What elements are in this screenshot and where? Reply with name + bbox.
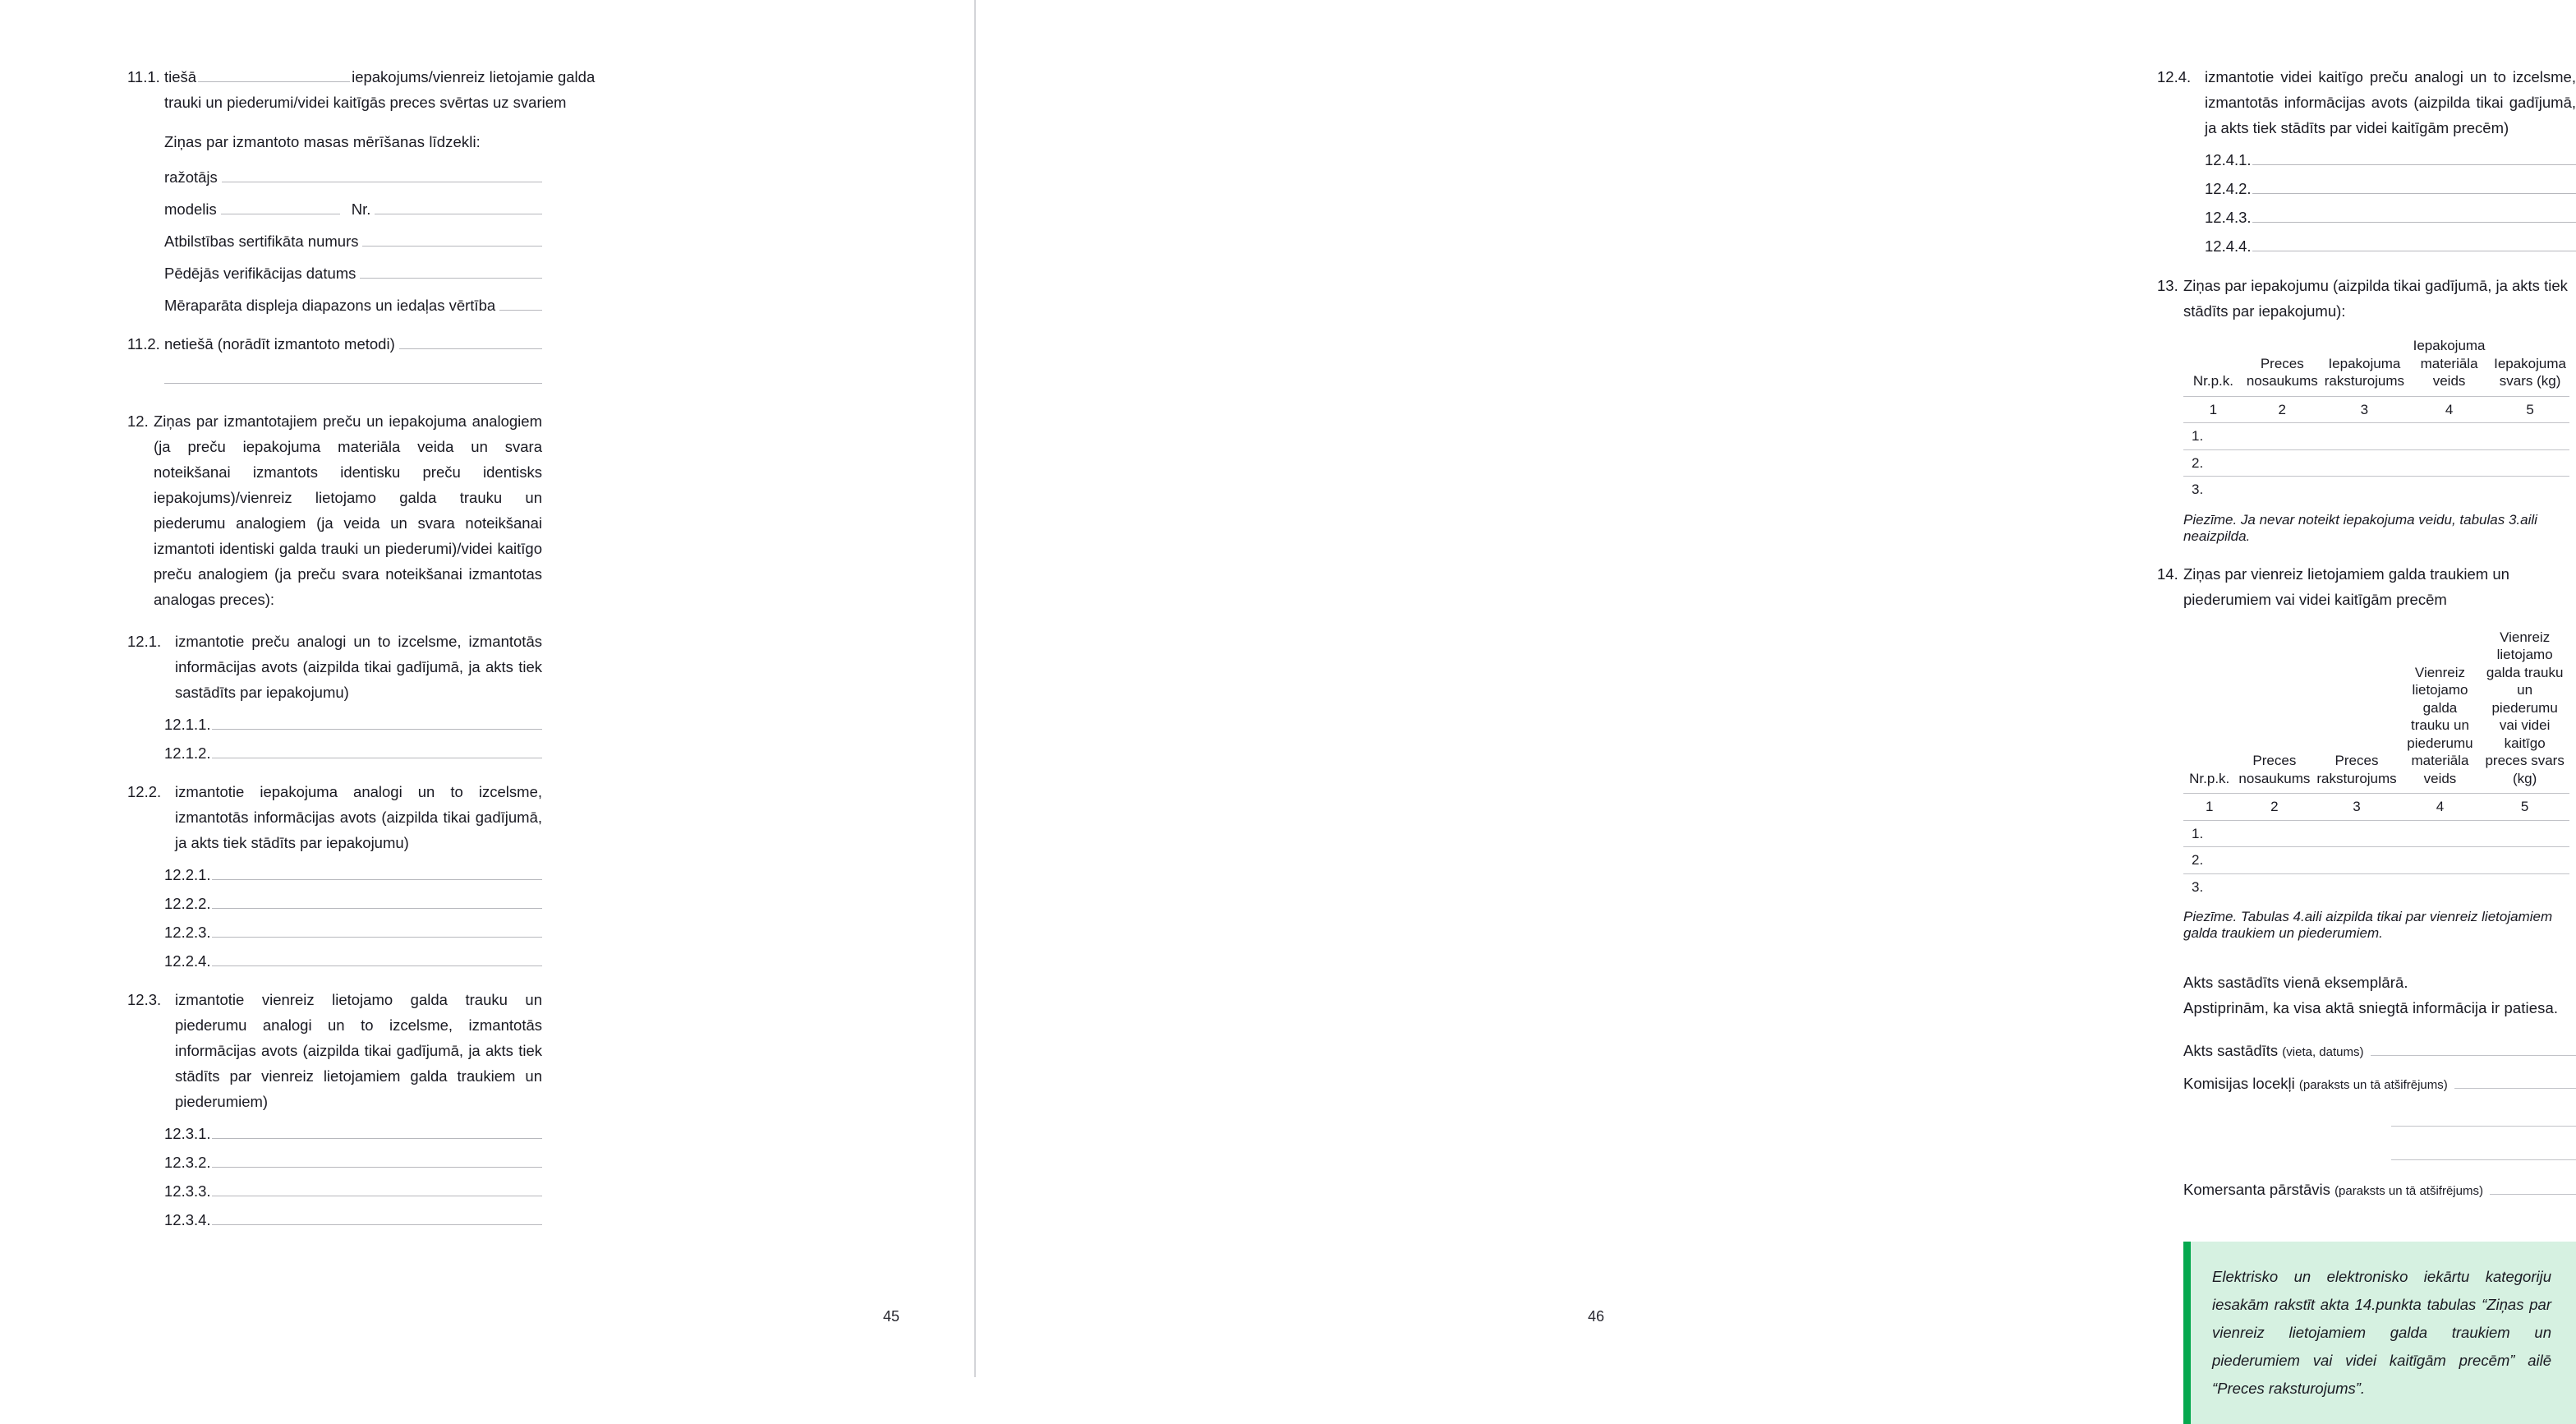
item-12-3 <box>127 987 542 1114</box>
item-12-4-text: izmantotie videi kaitīgo preču analogi un to izcelsme, izmantotās informācijas avots (aizpilda tikai gadījumā, ja akts tiek stādīts par videi kaitīgām precēm) <box>2205 64 2576 141</box>
blank-12-2-2 <box>164 895 542 913</box>
field-sertifikata-numurs-input[interactable] <box>362 235 542 247</box>
table-14-cell[interactable] <box>2313 820 2399 847</box>
table-13-cell[interactable] <box>2321 449 2408 477</box>
blank-12-2-3-number: 12.2.3. <box>164 924 212 942</box>
table-13-colnum: 5 <box>2491 396 2569 423</box>
blank-12-2-2-input[interactable] <box>212 896 542 909</box>
blank-12-2-4-input[interactable] <box>212 954 542 966</box>
item-11-2-extra-line[interactable] <box>164 383 542 384</box>
table-row[interactable] <box>2183 449 2569 477</box>
blank-12-3-2-input[interactable] <box>212 1155 542 1168</box>
table-14-cell[interactable] <box>2400 820 2481 847</box>
item-13-number: 13. <box>2157 273 2183 324</box>
blank-12-4-3-number: 12.4.3. <box>2205 209 2252 227</box>
field-displeja-diapazons-label: Mēraparāta displeja diapazons un iedaļas vērtība <box>164 297 495 315</box>
item-11-1-blank-rule[interactable] <box>198 71 350 82</box>
blank-12-1-2-input[interactable] <box>212 746 542 758</box>
table-13 <box>2183 337 2569 503</box>
table-13-cell[interactable] <box>2408 449 2491 477</box>
blank-12-3-1-input[interactable] <box>212 1127 542 1139</box>
item-12-3-text: izmantotie vienreiz lietojamo galda trauku un piederumu analogi un to izcelsme, izmantotās informācijas avots (aizpilda tikai gadījumā, ja akts tiek stādīts par vienreiz lietojamiem galda traukiem un piederumiem) <box>175 987 542 1114</box>
table-14-colnum: 3 <box>2313 794 2399 821</box>
statements-block <box>2183 970 2576 1021</box>
signature-akts-sastadits <box>2183 1042 2576 1060</box>
item-12-3-blanks <box>164 1125 542 1229</box>
statement-copies: Akts sastādīts vienā eksemplārā. <box>2183 970 2576 995</box>
signature-block <box>2183 1042 2576 1199</box>
blank-12-3-1 <box>164 1125 542 1143</box>
signature-komersanta-parstavis-label: Komersanta pārstāvis (paraksts un tā atšifrējums) <box>2183 1181 2483 1199</box>
table-14-colnum: 1 <box>2183 794 2235 821</box>
table-14-header-cell: Preces nosaukums <box>2235 629 2313 794</box>
left-page-number: 45 <box>883 1308 899 1325</box>
item-12-2-text: izmantotie iepakojuma analogi un to izcelsme, izmantotās informācijas avots (aizpilda tikai gadījumā, ja akts tiek stādīts par iepakojumu) <box>175 779 542 855</box>
table-13-header-cell: Preces nosaukums <box>2243 337 2321 396</box>
blank-12-1-1-input[interactable] <box>212 717 542 730</box>
table-13-wrapper <box>2183 337 2569 545</box>
blank-12-1-2 <box>164 744 542 763</box>
table-13-colnum: 2 <box>2243 396 2321 423</box>
table-row[interactable] <box>2183 847 2569 874</box>
table-13-header-cell: Iepakojuma svars (kg) <box>2491 337 2569 396</box>
table-14-row-index: 3. <box>2183 873 2235 900</box>
field-nr-input[interactable] <box>375 203 542 214</box>
blank-12-1-1 <box>164 716 542 734</box>
field-modelis-label: modelis <box>164 200 217 219</box>
blank-12-4-3 <box>2205 209 2576 227</box>
right-page-number: 46 <box>1588 1308 1604 1325</box>
table-row[interactable] <box>2183 477 2569 503</box>
table-14-wrapper <box>2183 629 2569 942</box>
table-13-row-index: 3. <box>2183 477 2243 503</box>
table-13-cell[interactable] <box>2491 423 2569 450</box>
blank-12-2-1-number: 12.2.1. <box>164 866 212 884</box>
blank-12-4-1-input[interactable] <box>2252 153 2576 165</box>
signature-komisijas-locekli-input-2[interactable] <box>2391 1126 2576 1127</box>
item-12-4-number: 12.4. <box>2157 64 2205 141</box>
item-12-1-text: izmantotie preču analogi un to izcelsme, izmantotās informācijas avots (aizpilda tikai gadījumā, ja akts tiek sastādīts par iepakojumu) <box>175 629 542 705</box>
signature-akts-sastadits-label: Akts sastādīts (vieta, datums) <box>2183 1042 2364 1060</box>
table-13-colnum: 3 <box>2321 396 2408 423</box>
left-page <box>0 0 972 1377</box>
table-14-colnum: 2 <box>2235 794 2313 821</box>
field-modelis <box>164 200 542 219</box>
table-14-column-number-row <box>2183 794 2569 821</box>
table-13-cell[interactable] <box>2321 477 2408 503</box>
table-14 <box>2183 629 2569 901</box>
left-page-content <box>127 64 542 1229</box>
signature-komisijas-locekli-input-3[interactable] <box>2391 1159 2576 1160</box>
table-row[interactable] <box>2183 820 2569 847</box>
blank-12-3-4-number: 12.3.4. <box>164 1211 212 1229</box>
table-13-header-row <box>2183 337 2569 396</box>
blank-12-3-4-input[interactable] <box>212 1213 542 1225</box>
blank-12-2-1-input[interactable] <box>212 868 542 880</box>
item-13-text: Ziņas par iepakojumu (aizpilda tikai gadījumā, ja akts tiek stādīts par iepakojumu): <box>2183 273 2576 324</box>
table-13-row-index: 1. <box>2183 423 2243 450</box>
table-14-cell[interactable] <box>2313 847 2399 874</box>
item-14 <box>2157 561 2576 612</box>
blank-12-2-4-number: 12.2.4. <box>164 952 212 970</box>
field-displeja-diapazons <box>164 297 542 315</box>
field-razotajs-label: ražotājs <box>164 168 218 187</box>
item-13 <box>2157 273 2576 324</box>
signature-komisijas-locekli-label: Komisijas locekļi (paraksts un tā atšifrējums) <box>2183 1075 2448 1093</box>
item-11-1-text-after: iepakojums/vienreiz lietojamie galda <box>352 68 595 85</box>
blank-12-3-4 <box>164 1211 542 1229</box>
table-13-cell[interactable] <box>2243 423 2321 450</box>
table-13-colnum: 1 <box>2183 396 2243 423</box>
table-13-cell[interactable] <box>2491 449 2569 477</box>
item-12 <box>127 408 542 612</box>
blank-12-3-1-number: 12.3.1. <box>164 1125 212 1143</box>
table-14-header-cell: Vienreiz lietojamo galda trauku un piederumu materiāla veids <box>2400 629 2481 794</box>
blank-12-4-4 <box>2205 237 2576 256</box>
tip-callout <box>2183 1242 2576 1424</box>
item-11-1-text-before: tiešā <box>164 68 196 85</box>
blank-12-4-4-number: 12.4.4. <box>2205 237 2252 256</box>
field-modelis-input[interactable] <box>221 203 340 214</box>
signature-komisijas-locekli <box>2183 1075 2576 1093</box>
field-displeja-diapazons-input[interactable] <box>499 299 542 311</box>
item-11-1-line1 <box>164 64 595 90</box>
item-14-number: 14. <box>2157 561 2183 612</box>
blank-12-4-1 <box>2205 151 2576 169</box>
item-12-2 <box>127 779 542 855</box>
item-12-text: Ziņas par izmantotajiem preču un iepakojuma analogiem (ja preču iepakojuma materiāla veida un svara noteikšanai izmantots identisku preču identisks iepakojums)/vienreiz lietojamo galda trauku un piederumu analogiem (ja veida un svara noteikšanai izmantoti identiski galda trauki un piederumi)/videi kaitīgo preču analogiem (ja preču svara noteikšanai izmantotas analogas preces): <box>154 408 542 612</box>
blank-12-2-2-number: 12.2.2. <box>164 895 212 913</box>
table-14-cell[interactable] <box>2480 847 2569 874</box>
table-14-note: Piezīme. Tabulas 4.aili aizpilda tikai par vienreiz lietojamiem galda traukiem un piederumiem. <box>2183 909 2569 942</box>
item-14-text: Ziņas par vienreiz lietojamiem galda traukiem un piederumiem vai videi kaitīgām precēm <box>2183 561 2576 612</box>
tip-callout-text: Elektrisko un elektronisko iekārtu kategoriju iesakām rakstīt akta 14.punkta tabulas “Ziņas par vienreiz lietojamiem galda traukiem un piederumiem vai videi kaitīgām precēm” ailē “Preces raksturojums”. <box>2212 1268 2551 1397</box>
right-page <box>972 0 1944 1377</box>
statement-confirmation: Apstiprinām, ka visa aktā sniegtā informācija ir patiesa. <box>2183 995 2576 1021</box>
table-14-cell[interactable] <box>2313 873 2399 900</box>
table-13-cell[interactable] <box>2243 449 2321 477</box>
item-12-2-blanks <box>164 866 542 970</box>
blank-12-1-2-number: 12.1.2. <box>164 744 212 763</box>
item-12-3-number: 12.3. <box>127 987 175 1114</box>
table-14-cell[interactable] <box>2400 847 2481 874</box>
table-14-row-index: 2. <box>2183 847 2235 874</box>
blank-12-1-1-number: 12.1.1. <box>164 716 212 734</box>
table-13-row-index: 2. <box>2183 449 2243 477</box>
table-13-header-cell: Nr.p.k. <box>2183 337 2243 396</box>
signature-akts-sastadits-input[interactable] <box>2371 1043 2576 1056</box>
blank-12-4-3-input[interactable] <box>2252 210 2576 223</box>
item-11-2-label: netiešā (norādīt izmantoto metodi) <box>164 335 395 353</box>
field-razotajs-input[interactable] <box>222 171 542 182</box>
table-14-header-cell: Vienreiz lietojamo galda trauku un piederumu vai videi kaitīgo preces svars (kg) <box>2480 629 2569 794</box>
item-12-1-blanks <box>164 716 542 763</box>
blank-12-3-3-number: 12.3.3. <box>164 1182 212 1200</box>
blank-12-2-4 <box>164 952 542 970</box>
page-spine-divider <box>974 0 976 1377</box>
table-13-header-cell: Iepakojuma raksturojums <box>2321 337 2408 396</box>
item-11-1 <box>127 64 542 115</box>
blank-12-4-2 <box>2205 180 2576 198</box>
table-13-cell[interactable] <box>2491 477 2569 503</box>
table-13-column-number-row <box>2183 396 2569 423</box>
blank-12-4-1-number: 12.4.1. <box>2205 151 2252 169</box>
item-11-2-input[interactable] <box>399 338 542 349</box>
table-13-note: Piezīme. Ja nevar noteikt iepakojuma veidu, tabulas 3.aili neaizpilda. <box>2183 512 2569 545</box>
item-12-number: 12. <box>127 408 154 612</box>
table-14-cell[interactable] <box>2235 847 2313 874</box>
table-14-header-cell: Nr.p.k. <box>2183 629 2235 794</box>
signature-komersanta-parstavis <box>2183 1181 2576 1199</box>
table-14-row-index: 1. <box>2183 820 2235 847</box>
table-14-cell[interactable] <box>2400 873 2481 900</box>
signature-komersanta-parstavis-input[interactable] <box>2490 1182 2576 1195</box>
item-11-1-intro: Ziņas par izmantoto masas mērīšanas līdzekli: <box>164 129 542 154</box>
table-14-colnum: 4 <box>2400 794 2481 821</box>
table-14-cell[interactable] <box>2480 820 2569 847</box>
table-14-cell[interactable] <box>2235 873 2313 900</box>
blank-12-2-3 <box>164 924 542 942</box>
blank-12-3-3 <box>164 1182 542 1200</box>
field-nr-label: Nr. <box>352 200 371 219</box>
field-verifikacijas-datums <box>164 265 542 283</box>
field-sertifikata-numurs-label: Atbilstības sertifikāta numurs <box>164 233 358 251</box>
field-verifikacijas-datums-label: Pēdējās verifikācijas datums <box>164 265 356 283</box>
blank-12-3-2-number: 12.3.2. <box>164 1154 212 1172</box>
item-11-2-number: 11.2. <box>127 335 164 353</box>
signature-komisijas-locekli-input-1[interactable] <box>2454 1076 2576 1089</box>
field-verifikacijas-datums-input[interactable] <box>360 267 542 279</box>
item-12-2-number: 12.2. <box>127 779 175 855</box>
right-page-content <box>2157 64 2576 1424</box>
table-row[interactable] <box>2183 873 2569 900</box>
table-14-cell[interactable] <box>2235 820 2313 847</box>
blank-12-4-2-input[interactable] <box>2252 182 2576 194</box>
item-12-4-blanks <box>2205 151 2576 256</box>
table-13-cell[interactable] <box>2408 477 2491 503</box>
blank-12-3-3-input[interactable] <box>212 1184 542 1196</box>
table-row[interactable] <box>2183 423 2569 450</box>
table-14-colnum: 5 <box>2480 794 2569 821</box>
table-13-cell[interactable] <box>2408 423 2491 450</box>
table-13-cell[interactable] <box>2321 423 2408 450</box>
blank-12-4-4-input[interactable] <box>2252 239 2576 251</box>
blank-12-2-1 <box>164 866 542 884</box>
item-11-1-number: 11.1. <box>127 64 164 115</box>
table-14-header-cell: Preces raksturojums <box>2313 629 2399 794</box>
table-13-cell[interactable] <box>2243 477 2321 503</box>
table-13-header-cell: Iepakojuma materiāla veids <box>2408 337 2491 396</box>
item-12-1 <box>127 629 542 705</box>
item-12-4 <box>2157 64 2576 141</box>
field-razotajs <box>164 168 542 187</box>
item-11-1-line2: trauki un piederumi/videi kaitīgās preces svērtas uz svariem <box>164 90 595 115</box>
blank-12-4-2-number: 12.4.2. <box>2205 180 2252 198</box>
table-13-colnum: 4 <box>2408 396 2491 423</box>
item-11-2 <box>127 335 542 353</box>
blank-12-3-2 <box>164 1154 542 1172</box>
table-14-cell[interactable] <box>2480 873 2569 900</box>
item-12-1-number: 12.1. <box>127 629 175 705</box>
blank-12-2-3-input[interactable] <box>212 925 542 938</box>
field-sertifikata-numurs <box>164 233 542 251</box>
table-14-header-row <box>2183 629 2569 794</box>
